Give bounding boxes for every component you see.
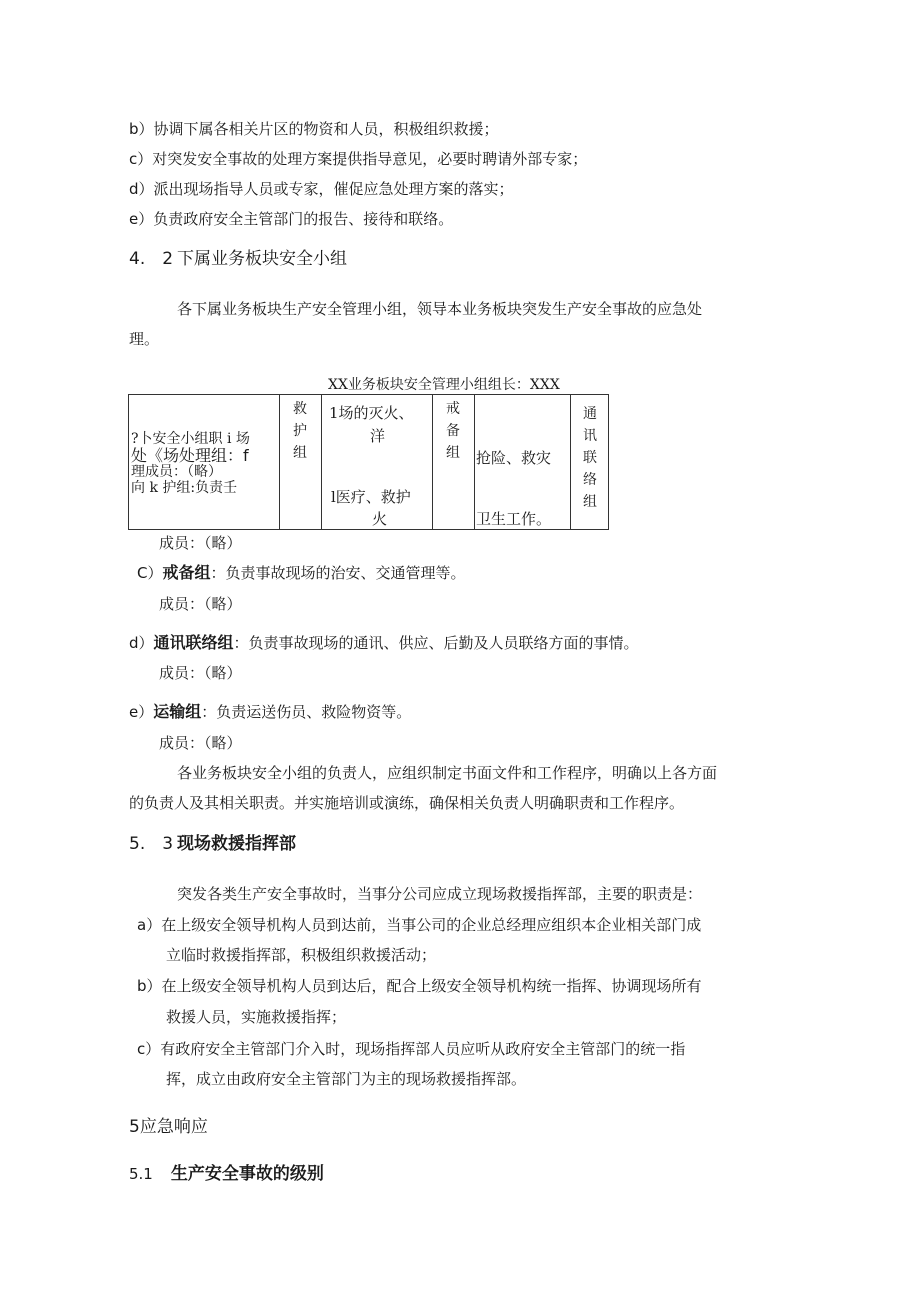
list-label: d） (129, 180, 154, 198)
table-cell-col1-line4: 向 k 护组:负责壬 (131, 480, 238, 496)
group-c-desc: ：负责事故现场的治安、交通管理等。 (210, 564, 466, 582)
list-text: 派出现场指导人员或专家，催促应急处理方案的落实； (153, 180, 514, 198)
list-text-line1: 在上级安全领导机构人员到达后，配合上级安全领导机构统一指挥、协调现场所有 (161, 977, 702, 995)
group-e-members: 成员：（略） (159, 734, 242, 752)
responsibility-para-line2: 的负责人及其相关职责。并实施培训或演练，确保相关负责人明确职责和工作程序。 (129, 794, 685, 812)
section-heading-5-3 (129, 829, 296, 854)
section-title: 生产安全事故的级别 (170, 1164, 324, 1184)
section-title: 现场救援指挥部 (177, 834, 297, 854)
list-item-c (129, 148, 587, 169)
list-text: 协调下属各相关片区的物资和人员，积极组织救援； (153, 120, 499, 138)
table-cell-col1-line3: 理成员：（略） (131, 464, 222, 480)
list-text: 对突发安全事故的处理方案提供指导意见，必要时聘请外部专家； (152, 150, 588, 168)
table-cell-rescue-group: 救护组 (293, 401, 307, 461)
list-label: c） (137, 1040, 161, 1058)
section-heading-4-2 (129, 244, 347, 269)
paragraph-4-2-line2: 理。 (129, 330, 160, 348)
list-item-5-3-b (137, 975, 702, 996)
table-cell-col1-line1: ?卜安全小组职 i 场 (131, 431, 250, 447)
list-item-e (129, 208, 453, 229)
section-heading-5: 5应急响应 (129, 1117, 208, 1137)
list-label: b） (129, 120, 154, 138)
group-d-members: 成员：（略） (159, 664, 242, 682)
section-5-3-intro: 突发各类生产安全事故时，当事分公司应成立现场救援指挥部，主要的职责是： (177, 885, 703, 903)
list-text-line1: 在上级安全领导机构人员到达前，当事公司的企业总经理应组织本企业相关部门成 (161, 916, 702, 934)
group-d-line (129, 630, 639, 653)
list-item-5-3-c-cont: 挥，成立由政府安全主管部门为主的现场救援指挥部。 (166, 1070, 527, 1088)
table-cell-col3-top-line1: 1场的灭火、 (329, 404, 414, 422)
table-cell-col1-line2: 处《场处理组：f (131, 446, 249, 465)
table-caption: XX业务板块安全管理小组组长：XXX (328, 377, 560, 393)
list-item-5-3-a (137, 914, 701, 935)
list-item-5-3-b-cont: 救援人员，实施救援指挥； (166, 1008, 347, 1026)
group-e-line (129, 699, 411, 722)
list-label: b） (137, 977, 162, 995)
group-c-line (137, 560, 466, 583)
table-cell-col3-bottom-line2: 火 (372, 510, 388, 528)
section-number: 5. 3 (129, 834, 174, 854)
responsibility-para-line1: 各业务板块安全小组的负责人，应组织制定书面文件和工作程序，明确以上各方面 (177, 764, 718, 782)
list-label: c） (129, 150, 153, 168)
group-c-name: 戒备组 (162, 563, 211, 582)
section-heading-5-1 (129, 1159, 324, 1184)
section-title: 下属业务板块安全小组 (177, 249, 348, 269)
table-cell-comm-group: 通讯联络组 (583, 406, 597, 510)
group-e-label: e） (129, 703, 154, 721)
table-cell-col3-bottom-line1: l医疗、救护 (331, 488, 411, 506)
table-cell-col5-bottom: 卫生工作。 (476, 510, 552, 528)
list-label: e） (129, 210, 154, 228)
group-e-desc: ：负责运送伤员、救险物资等。 (201, 703, 412, 721)
table-cell-col5-top: 抢险、救灾 (476, 449, 552, 467)
group-d-desc: ：负责事故现场的通讯、供应、后勤及人员联络方面的事情。 (233, 634, 639, 652)
table-cell-guard-group: 戒备组 (446, 401, 460, 461)
list-text-line1: 有政府安全主管部门介入时，现场指挥部人员应听从政府安全主管部门的统一指 (160, 1040, 686, 1058)
group-c-label: C） (137, 564, 163, 582)
section-number: 5.1 (129, 1165, 153, 1183)
list-item-d (129, 178, 514, 199)
group-e-name: 运输组 (153, 702, 202, 721)
paragraph-4-2-line1: 各下属业务板块生产安全管理小组，领导本业务板块突发生产安全事故的应急处 (177, 300, 703, 318)
members-note: 成员：（略） (159, 534, 242, 552)
list-text: 负责政府安全主管部门的报告、接待和联络。 (153, 210, 454, 228)
table-cell-col3-top-line2: 洋 (370, 427, 386, 445)
group-d-name: 通讯联络组 (153, 633, 234, 652)
section-number: 4. 2 (129, 249, 174, 269)
list-label: a） (137, 916, 162, 934)
group-d-label: d） (129, 634, 154, 652)
list-item-b (129, 118, 499, 139)
group-c-members: 成员：（略） (159, 595, 242, 613)
list-item-5-3-a-cont: 立临时救援指挥部，积极组织救援活动； (166, 946, 437, 964)
list-item-5-3-c (137, 1038, 685, 1059)
